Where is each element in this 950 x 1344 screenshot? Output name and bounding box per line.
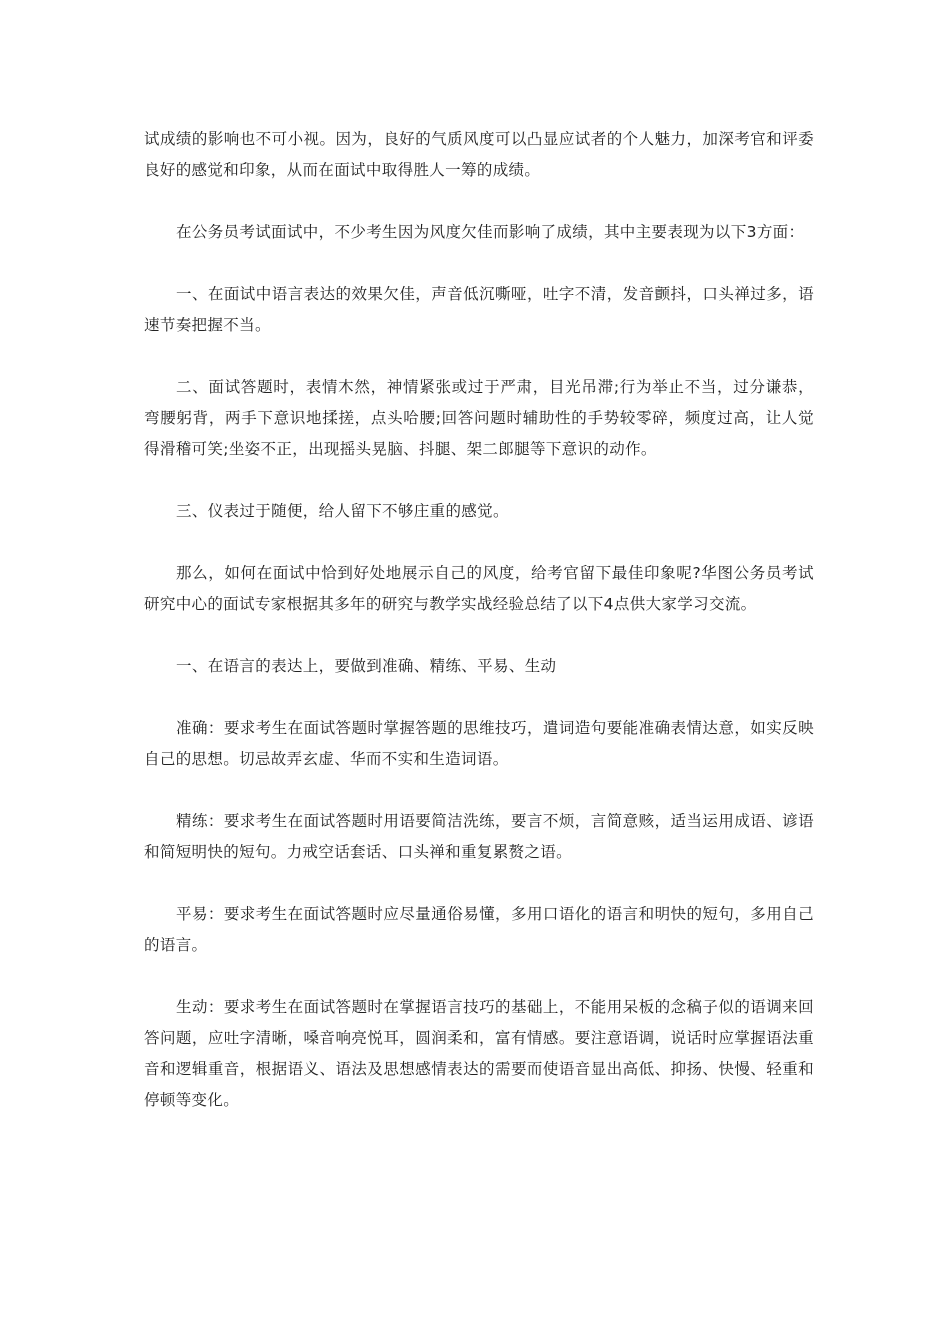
paragraph-aspect-3: 三、仪表过于随便，给人留下不够庄重的感觉。 (176, 502, 509, 520)
paragraph-three-aspects: 在公务员考试面试中，不少考生因为风度欠佳而影响了成绩，其中主要表现为以下3方面： (176, 223, 805, 241)
paragraph-concise: 精练：要求考生在面试答题时用语要简洁洗练，要言不烦，言简意赅，适当运用成语、谚语和简短明快的短句。力戒空话套话、口头禅和重复累赘之语。 (144, 812, 814, 861)
paragraph-how-to: 那么，如何在面试中恰到好处地展示自己的风度，给考官留下最佳印象呢?华图公务员考试研究中心的面试专家根据其多年的研究与教学实战经验总结了以下4点供大家学习交流。 (144, 564, 814, 613)
document-body (144, 124, 814, 1147)
paragraph-aspect-2: 二、面试答题时，表情木然，神情紧张或过于严肃，目光吊滞;行为举止不当，过分谦恭，弯腰躬背，两手下意识地揉搓，点头哈腰;回答问题时辅助性的手势较零碎，频度过高，让人觉得滑稽可笑;坐姿不正，出现摇头晃脑、抖腿、架二郎腿等下意识的动作。 (144, 378, 814, 458)
paragraph-accurate: 准确：要求考生在面试答题时掌握答题的思维技巧，遣词造句要能准确表情达意，如实反映自己的思想。切忌故弄玄虚、华而不实和生造词语。 (144, 719, 814, 768)
paragraph-intro-continued: 试成绩的影响也不可小视。因为，良好的气质风度可以凸显应试者的个人魅力，加深考官和评委良好的感觉和印象，从而在面试中取得胜人一筹的成绩。 (144, 130, 814, 179)
paragraph-plain: 平易：要求考生在面试答题时应尽量通俗易懂，多用口语化的语言和明快的短句，多用自己的语言。 (144, 905, 814, 954)
paragraph-vivid: 生动：要求考生在面试答题时在掌握语言技巧的基础上，不能用呆板的念稿子似的语调来回答问题，应吐字清晰，嗓音响亮悦耳，圆润柔和，富有情感。要注意语调，说话时应掌握语法重音和逻辑重音，根据语义、语法及思想感情表达的需要而使语音显出高低、抑扬、快慢、轻重和停顿等变化。 (144, 998, 814, 1109)
paragraph-aspect-1: 一、在面试中语言表达的效果欠佳，声音低沉嘶哑，吐字不清，发音颤抖，口头禅过多，语速节奏把握不当。 (144, 285, 814, 334)
paragraph-point-1-heading: 一、在语言的表达上，要做到准确、精练、平易、生动 (176, 657, 557, 675)
